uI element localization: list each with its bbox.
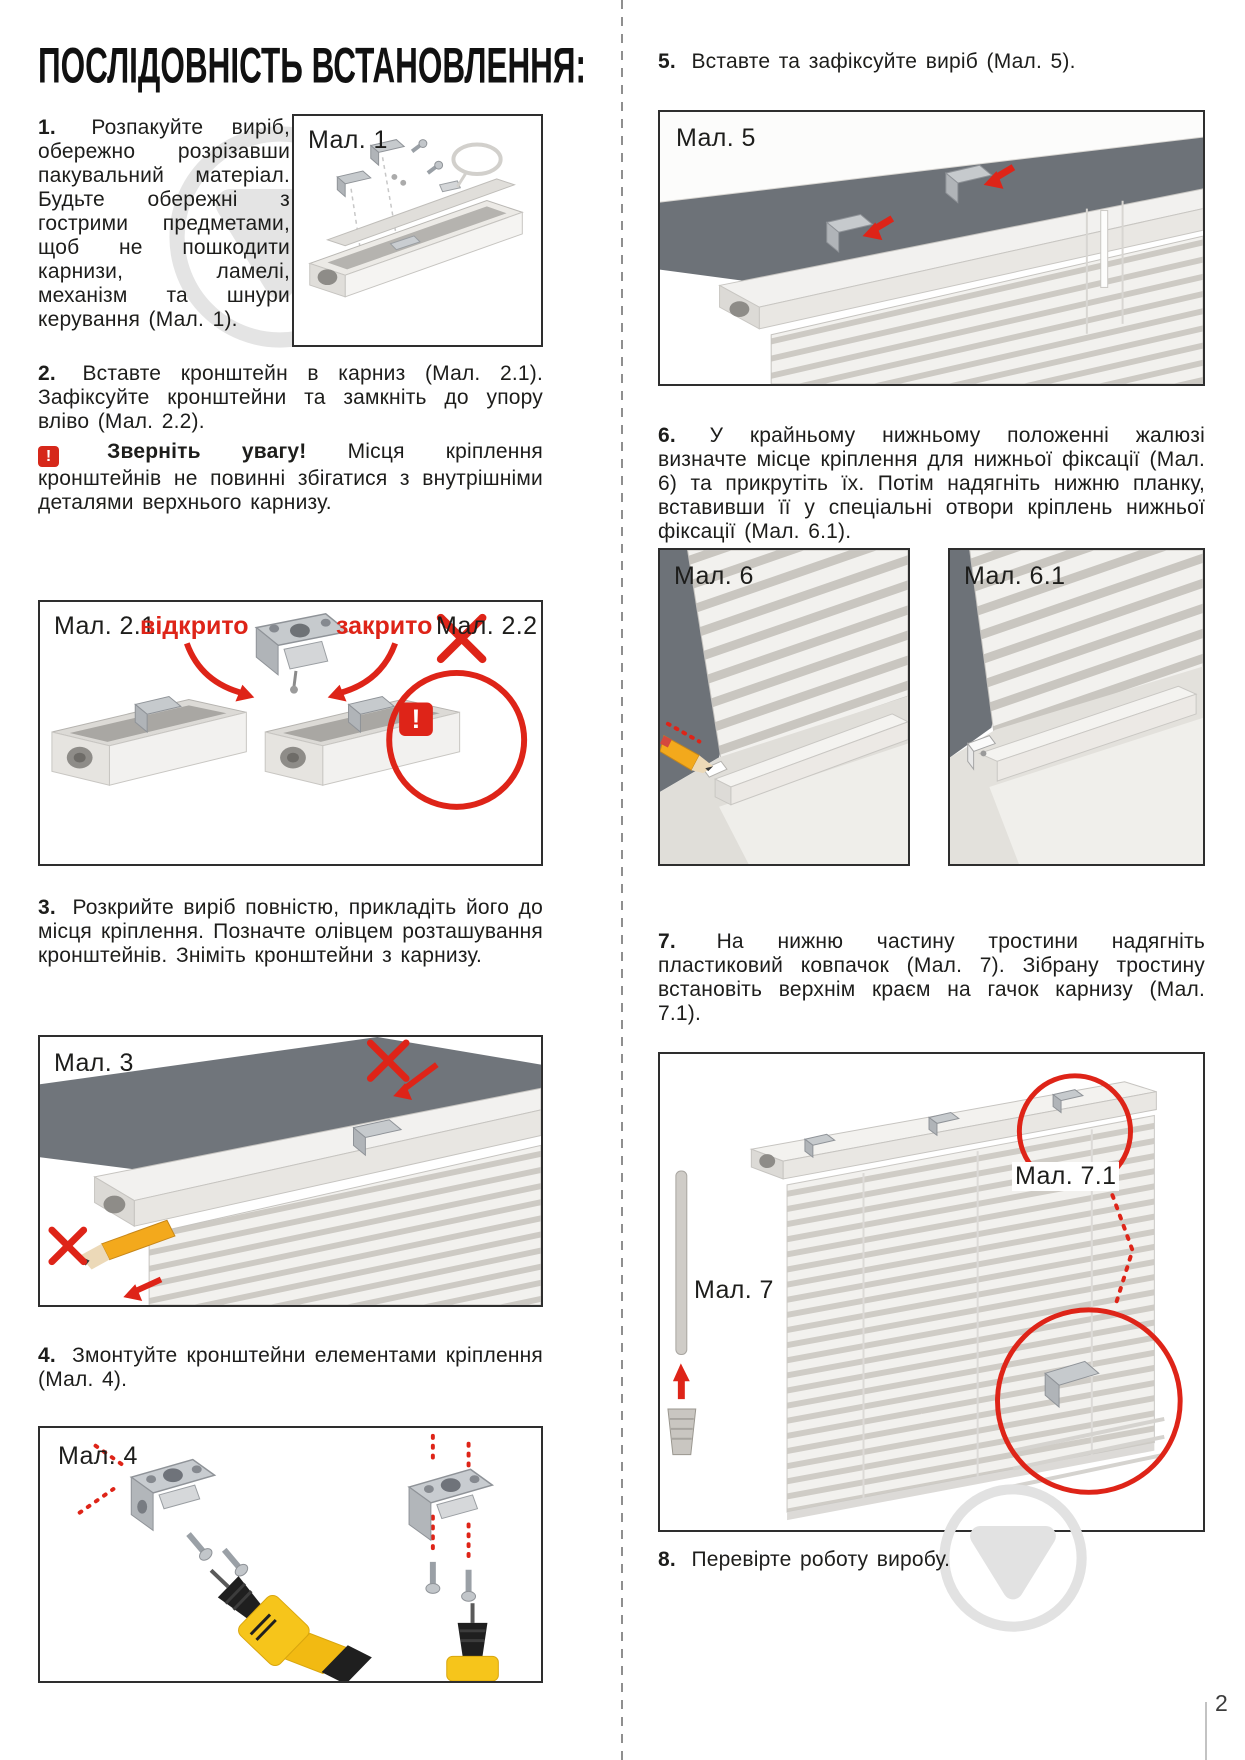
- figure-2: [38, 600, 543, 866]
- figure-4-label: Мал. 4: [58, 1442, 138, 1470]
- step-6-body: У крайньому нижньому положенні жалюзі визначте місце кріплення для нижньої фіксації (Мал. 6) та прикрутіть їх. Потім надягніть нижню планку, вставивши її у спеціальні отвори кріплень нижньої фіксації (Мал. 6.1).: [658, 424, 1205, 543]
- figure-6: [658, 548, 910, 866]
- figure-2-2-label: Мал. 2.2: [436, 612, 538, 640]
- screw-right-2: [462, 1570, 476, 1602]
- wand-rod-icon: [676, 1171, 687, 1354]
- step-2-number: 2.: [38, 362, 56, 385]
- figure-6-1-label: Мал. 6.1: [964, 562, 1066, 590]
- closed-state-label: закрито: [336, 612, 433, 640]
- red-arrow-right: [328, 643, 395, 701]
- page-number: 2: [1215, 1690, 1228, 1716]
- figure-6-1: [948, 548, 1205, 866]
- figure-6-1-illustration: [950, 550, 1203, 864]
- screw-left-2: [219, 1545, 250, 1578]
- cornice-illustration: [310, 179, 523, 297]
- warning-body: Місця кріплення кронштейнів не повинні збігатися з внутрішніми деталями верхнього карнизу.: [38, 440, 543, 514]
- bracket-icon: [256, 614, 347, 694]
- step-5-text: [658, 50, 1205, 74]
- step-8-body: Перевірте роботу виробу.: [691, 1548, 951, 1571]
- figure-2-1-label: Мал. 2.1: [54, 612, 156, 640]
- warning-badge: [399, 702, 433, 735]
- warning-icon: !: [38, 446, 59, 467]
- step-7-body: На нижню частину тростини надягніть пластиковий ковпачок (Мал. 7). Зібрану тростину встановіть верхнім краєм на гачок карнизу (Мал. 7.1).: [658, 930, 1205, 1025]
- step-8-number: 8.: [658, 1548, 676, 1571]
- page-number-rule: [1205, 1702, 1207, 1760]
- figure-2-illustration: [40, 602, 541, 864]
- step-1-text: [38, 116, 290, 332]
- column-divider: [621, 0, 623, 1760]
- step-2-text: [38, 362, 543, 434]
- step-7-text: [658, 930, 1205, 1026]
- figure-3: [38, 1035, 543, 1307]
- step-8-text: [658, 1548, 1205, 1572]
- step-5-body: Вставте та зафіксуйте виріб (Мал. 5).: [691, 50, 1076, 73]
- figure-5-label: Мал. 5: [676, 124, 756, 152]
- step-4-body: Змонтуйте кронштейни елементами кріплення (Мал. 4).: [38, 1344, 543, 1391]
- figure-6-illustration: [660, 550, 908, 864]
- step-3-number: 3.: [38, 896, 56, 919]
- figure-4: [38, 1426, 543, 1683]
- figure-6-label: Мал. 6: [674, 562, 754, 590]
- cornice-open-illustration: [52, 697, 246, 786]
- screw-left-1: [183, 1530, 214, 1563]
- step-5-number: 5.: [658, 50, 676, 73]
- red-arrow-left: [187, 643, 254, 701]
- drill-right-icon: [447, 1603, 499, 1681]
- figure-7-label: Мал. 7: [694, 1276, 774, 1304]
- figure-7: [658, 1052, 1205, 1532]
- bracket-right: [409, 1436, 492, 1556]
- warning-label: Зверніть увагу!: [107, 440, 307, 463]
- step-6-text: [658, 424, 1205, 544]
- cross-mark-left-icon: [52, 1230, 84, 1262]
- step-2-warning: [38, 440, 543, 515]
- open-state-label: відкрито: [140, 612, 249, 640]
- step-3-body: Розкрийте виріб повністю, прикладіть його до місця кріплення. Позначте олівцем розташування кронштейнів. Зніміть кронштейни з карнизу.: [38, 896, 543, 967]
- figure-3-label: Мал. 3: [54, 1049, 134, 1077]
- drill-left-icon: [192, 1536, 371, 1681]
- figure-5: [658, 110, 1205, 386]
- step-6-number: 6.: [658, 424, 676, 447]
- figure-7-1-label: Мал. 7.1: [1012, 1162, 1119, 1191]
- step-7-number: 7.: [658, 930, 676, 953]
- step-2-body: Вставте кронштейн в карниз (Мал. 2.1). Зафіксуйте кронштейни та замкніть до упору вліво (Мал. 2.2).: [38, 362, 543, 433]
- screw-right-1: [426, 1562, 440, 1594]
- step-1-body: Розпакуйте виріб, обережно розрізавши пакувальний матеріал. Будьте обережні з гострими предметами, щоб не пошкодити карнизи, ламелі, механізм та шнури керування (Мал. 1).: [38, 116, 290, 331]
- step-1-number: 1.: [38, 116, 56, 139]
- red-up-arrow: [673, 1363, 690, 1399]
- step-4-number: 4.: [38, 1344, 56, 1367]
- step-3-text: [38, 896, 543, 968]
- step-4-text: [38, 1344, 543, 1392]
- svg-text:!: !: [411, 704, 421, 735]
- figure-1: [292, 114, 543, 347]
- cap-icon: [668, 1409, 696, 1455]
- page-title-text: ПОСЛІДОВНІСТЬ ВСТАНОВЛЕННЯ:: [38, 37, 587, 94]
- figure-1-label: Мал. 1: [308, 126, 388, 154]
